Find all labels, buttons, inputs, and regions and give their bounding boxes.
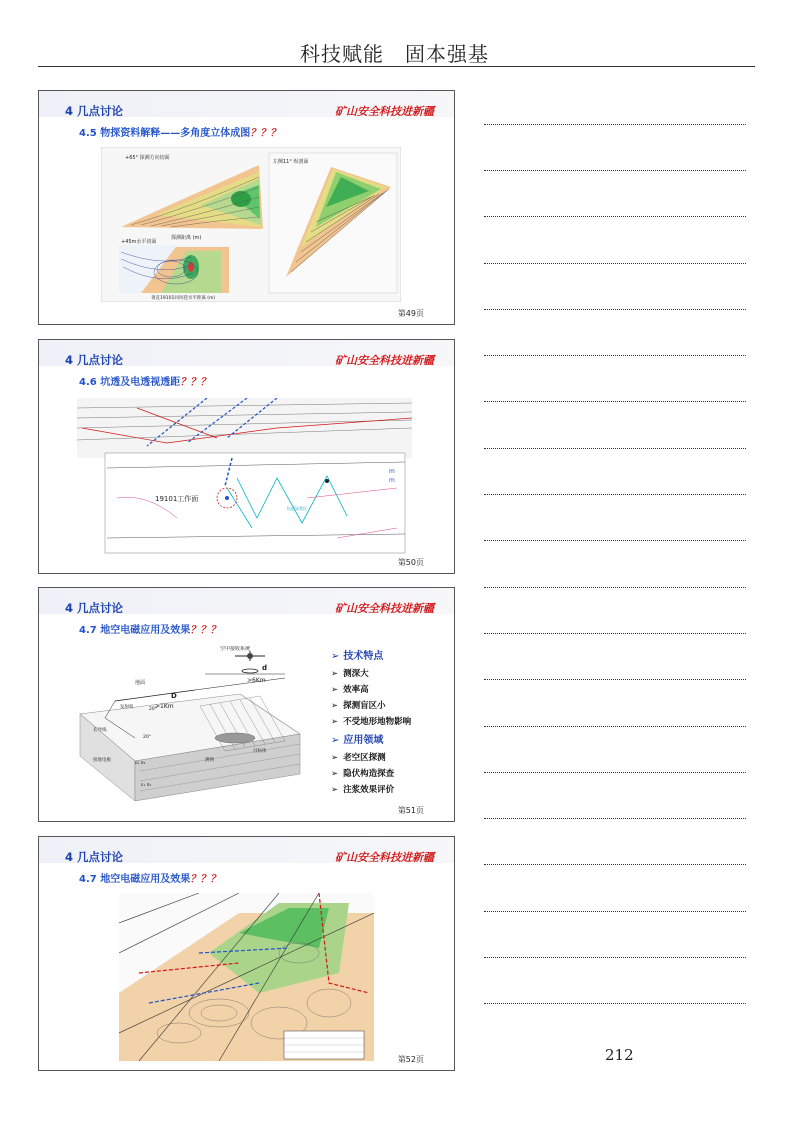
page-number: 212 — [605, 1046, 634, 1064]
slide-52 — [38, 836, 455, 1071]
slide-slogan: 矿山安全科技进新疆 — [335, 354, 434, 367]
tech-item: ➢ 效率高 — [331, 685, 369, 695]
slide-49 — [38, 90, 455, 325]
tech-item: ➢ 测深大 — [331, 669, 369, 679]
label-65-slice: +65° 探测方向切面 — [125, 155, 170, 161]
note-line — [484, 263, 746, 264]
app-heading: ➢ 应用领域 — [331, 735, 384, 746]
note-line — [484, 216, 746, 217]
note-line — [484, 401, 746, 402]
note-line — [484, 911, 746, 912]
slide-50 — [38, 339, 455, 574]
features-list — [331, 648, 411, 798]
label-emitter: 发射机 — [120, 705, 134, 710]
slide-subtitle: 4.6 坑透及电透视透距？？？ — [79, 377, 211, 388]
note-line — [484, 679, 746, 680]
aem-diagram — [75, 646, 305, 804]
label-survey-net: 测网 — [205, 758, 214, 763]
label-target: 目标体 — [253, 749, 267, 754]
label-11-profile: 左侧11° 纵剖面 — [273, 159, 309, 165]
label-6km: >6Km — [247, 677, 266, 684]
slide-page-number: 第52页 — [397, 1055, 424, 1064]
slide-slogan: 矿山安全科技进新疆 — [335, 105, 434, 118]
slide-subtitle: 4.5 物探资料解释——多角度立体成图？？？ — [79, 128, 281, 139]
label-air-system: 空中接收系统 — [220, 646, 251, 652]
label-work-face: 19101工作面 — [155, 495, 199, 503]
slide-section-title: 4 几点讨论 — [65, 104, 124, 118]
geophysics-3d-figure — [101, 147, 401, 302]
note-line — [484, 540, 746, 541]
label-1km: >1Km — [155, 703, 174, 710]
label-horizontal-distance: 垂直19101回风巷水平距离 (m) — [151, 296, 216, 301]
note-line — [484, 772, 746, 773]
label-long-wire: 长导线 — [93, 728, 107, 733]
label-m2: m — [389, 477, 395, 484]
note-line — [484, 864, 746, 865]
slide-subtitle: 4.7 地空电磁应用及效果？？？ — [79, 874, 221, 885]
label-angle1: 20° — [149, 707, 157, 712]
note-line — [484, 124, 746, 125]
tech-item: ➢ 不受地形地物影响 — [331, 717, 412, 727]
label-ground-electrode: 接地电极 — [93, 758, 111, 763]
label-anomaly: 坑透异常区 — [287, 506, 307, 511]
note-line — [484, 170, 746, 171]
note-line — [484, 448, 746, 449]
label-e1: ε₁ σ₁ — [141, 783, 152, 788]
tech-item: ➢ 探测盲区小 — [331, 701, 386, 711]
tech-heading: ➢ 技术特点 — [331, 651, 384, 662]
slide-51 — [38, 587, 455, 822]
slide-section-title: 4 几点讨论 — [65, 850, 124, 864]
app-item: ➢ 隐伏构造探查 — [331, 769, 395, 779]
app-item: ➢ 老空区探测 — [331, 753, 386, 763]
slide-page-number: 第49页 — [397, 309, 424, 318]
label-e2: ε₂ σ₂ — [135, 761, 146, 766]
slide-section-title: 4 几点讨论 — [65, 601, 124, 615]
slide-page-number: 第50页 — [397, 558, 424, 567]
slide-slogan: 矿山安全科技进新疆 — [335, 602, 434, 615]
slide-page-number: 第51页 — [397, 806, 424, 815]
slide-section-title: 4 几点讨论 — [65, 353, 124, 367]
note-line — [484, 818, 746, 819]
note-line — [484, 726, 746, 727]
aem-result-map — [119, 893, 374, 1061]
note-line — [484, 494, 746, 495]
slide-slogan: 矿山安全科技进新疆 — [335, 851, 434, 864]
header-rule — [38, 66, 755, 67]
note-line — [484, 309, 746, 310]
label-m1: m — [389, 468, 395, 475]
note-line — [484, 355, 746, 356]
label-45m-slice: +45m水平切面 — [121, 239, 157, 245]
app-item: ➢ 注浆效果评价 — [331, 785, 395, 795]
note-line — [484, 1003, 746, 1004]
page-header-title: 科技赋能 固本强基 — [300, 42, 489, 66]
label-d: d — [262, 664, 268, 672]
label-D: D — [171, 692, 177, 700]
mine-plan-figure — [77, 398, 412, 556]
label-distance: 探测距离 (m) — [171, 235, 202, 241]
label-angle2: 20° — [143, 735, 151, 740]
note-line — [484, 587, 746, 588]
slide-subtitle: 4.7 地空电磁应用及效果？？？ — [79, 625, 221, 636]
note-line — [484, 957, 746, 958]
note-line — [484, 633, 746, 634]
label-ground: 地面 — [135, 680, 146, 686]
